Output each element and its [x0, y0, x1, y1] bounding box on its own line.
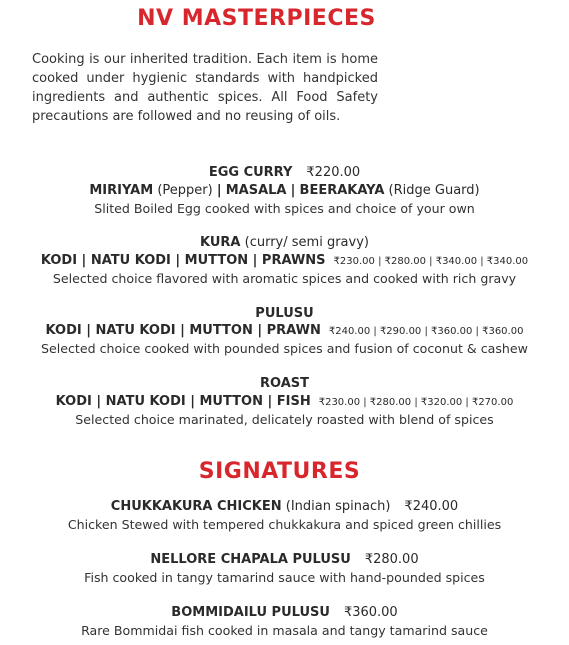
bommidailu-name: BOMMIDAILU PULUSU [171, 605, 330, 620]
intro-paragraph [32, 50, 378, 126]
roast-description: Selected choice marinated, delicately roasted with blend of spices [75, 412, 494, 427]
egg-curry-name: EGG CURRY [208, 165, 293, 180]
egg-variant-miriyam-note: (Pepper) [157, 183, 213, 198]
pulusu-prices: ₹240.00 | ₹290.00 | ₹360.00 | ₹360.00 [328, 326, 524, 337]
separator: | [290, 183, 296, 198]
bommidailu-price: ₹360.00 [343, 605, 398, 620]
egg-curry-description: Slited Boiled Egg cooked with spices and choice of your own [94, 201, 475, 216]
egg-variant-masala: MASALA [225, 183, 287, 198]
roast-options: KODI | NATU KODI | MUTTON | FISH [55, 394, 311, 409]
roast-title: ROAST [259, 376, 309, 391]
pulusu-description: Selected choice cooked with pounded spices and fusion of coconut & cashew [41, 341, 528, 356]
kura-description: Selected choice flavored with aromatic spices and cooked with rich gravy [52, 271, 517, 286]
chukkakura-name: CHUKKAKURA CHICKEN [110, 499, 282, 514]
separator: | [216, 183, 222, 198]
nellore-title-row [0, 552, 569, 567]
pulusu-options: KODI | NATU KODI | MUTTON | PRAWN [45, 323, 321, 338]
pulusu-title: PULUSU [255, 306, 314, 321]
nellore-description: Fish cooked in tangy tamarind sauce with hand-pounded spices [84, 570, 485, 585]
chukkakura-title-row [0, 499, 569, 514]
roast-options-row [0, 394, 569, 409]
pulusu-options-row [0, 323, 569, 338]
nellore-name: NELLORE CHAPALA PULUSU [150, 552, 351, 567]
egg-curry-price: ₹220.00 [306, 165, 361, 180]
egg-variant-beerakaya-note: (Ridge Guard) [388, 183, 480, 198]
chukkakura-description: Chicken Stewed with tempered chukkakura and spiced green chillies [67, 517, 502, 532]
egg-curry-title-row [0, 165, 569, 180]
section-title-signatures: SIGNATURES [198, 459, 361, 484]
bommidailu-description: Rare Bommidai fish cooked in masala and tangy tamarind sauce [81, 623, 488, 638]
kura-title-row [0, 235, 569, 250]
egg-variant-beerakaya: BEERAKAYA [299, 183, 385, 198]
bommidailu-title-row [0, 605, 569, 620]
kura-options: KODI | NATU KODI | MUTTON | PRAWNS [40, 253, 326, 268]
kura-prices: ₹230.00 | ₹280.00 | ₹340.00 | ₹340.00 [333, 256, 529, 267]
intro-text: Cooking is our inherited tradition. Each item is home cooked under hygienic standards with handpicked ingredients and authentic spices. All Food Safety precautions are followed and no reusing of oils. [32, 52, 378, 124]
chukkakura-note: (Indian spinach) [285, 499, 391, 514]
egg-curry-variants-row [0, 183, 569, 198]
chukkakura-price: ₹240.00 [404, 499, 459, 514]
nellore-price: ₹280.00 [364, 552, 419, 567]
kura-note: (curry/ semi gravy) [244, 235, 369, 250]
kura-name: KURA [200, 235, 241, 250]
kura-options-row [0, 253, 569, 268]
egg-variant-miriyam: MIRIYAM [89, 183, 154, 198]
section-title-nv-masterpieces: NV MASTERPIECES [137, 6, 376, 31]
roast-prices: ₹230.00 | ₹280.00 | ₹320.00 | ₹270.00 [318, 397, 514, 408]
